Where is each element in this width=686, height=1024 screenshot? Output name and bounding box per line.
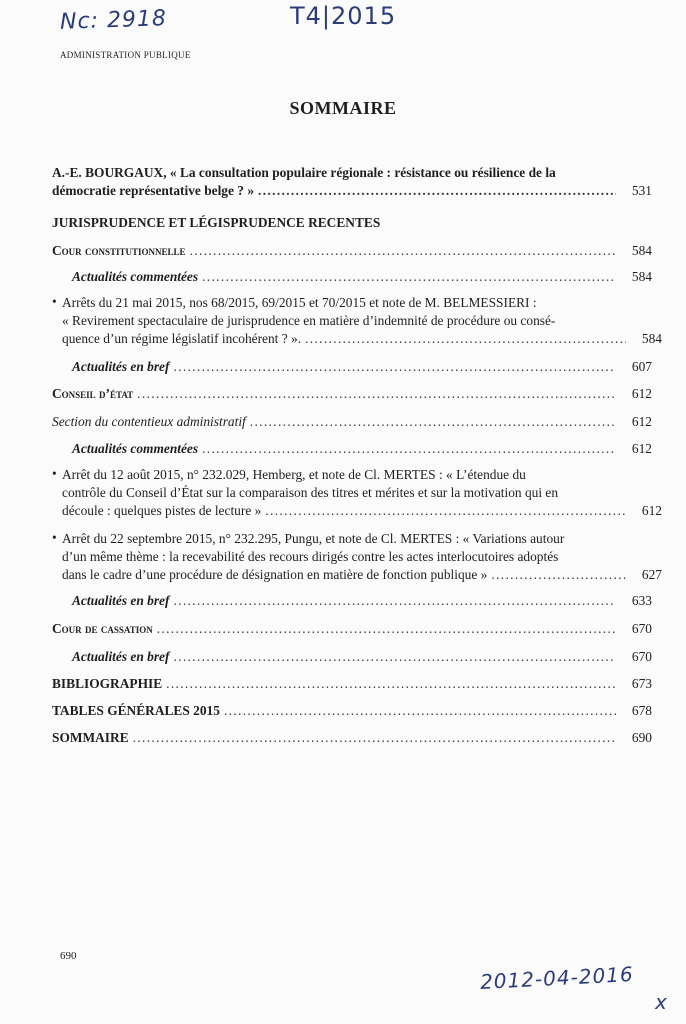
dot-leader <box>190 242 616 260</box>
running-header: ADMINISTRATION PUBLIQUE <box>60 50 191 60</box>
bullet: • <box>52 530 57 545</box>
dot-leader <box>491 566 626 584</box>
dot-leader <box>173 592 616 610</box>
dot-leader <box>250 413 616 431</box>
entry-text-line: démocratie représentative belge ? » <box>52 183 255 198</box>
entry-text-line: découle : quelques pistes de lecture » <box>62 503 262 518</box>
dot-leader <box>202 268 616 286</box>
toc-entry-arrets-21-mai[interactable] <box>52 294 662 348</box>
entry-label: Section du contentieux administratif <box>52 414 246 429</box>
toc-entry-actualites-commentees[interactable] <box>72 440 652 458</box>
entry-label: Actualités commentées <box>72 269 199 284</box>
entry-label: Actualités commentées <box>72 441 199 456</box>
dot-leader <box>137 385 616 403</box>
page-number: 673 <box>631 676 652 691</box>
page-number: 584 <box>631 243 652 258</box>
page-number: 690 <box>631 730 652 745</box>
toc-entry-cour-cassation[interactable] <box>52 620 652 638</box>
handwritten-issue-mark: T4|2015 <box>290 2 397 30</box>
entry-text-line: Arrêts du 21 mai 2015, nos 68/2015, 69/2015 et 70/2015 et note de M. BELMESSIERI : <box>62 295 537 310</box>
handwritten-corner-mark: x <box>655 990 668 1014</box>
dot-leader <box>202 440 616 458</box>
toc-entry-arret-22-septembre[interactable] <box>52 530 662 584</box>
dot-leader <box>173 358 616 376</box>
dot-leader <box>224 702 616 720</box>
toc-entry-arret-12-aout[interactable] <box>52 466 662 520</box>
dot-leader <box>133 729 616 747</box>
page-number: 584 <box>631 269 652 284</box>
entry-text-line: A.-E. BOURGAUX, « La consultation populaire régionale : résistance ou résilience de la <box>52 165 556 180</box>
entry-label: SOMMAIRE <box>52 730 129 745</box>
toc-entry-sommaire[interactable] <box>52 729 652 747</box>
toc-entry-actualites-en-bref[interactable] <box>72 358 652 376</box>
page-number: 627 <box>641 567 662 582</box>
bullet: • <box>52 294 57 309</box>
entry-label: BIBLIOGRAPHIE <box>52 676 163 691</box>
entry-text-line: Arrêt du 12 août 2015, n° 232.029, Hemberg, et note de Cl. MERTES : « L’étendue du <box>62 467 526 482</box>
dot-leader <box>173 648 616 666</box>
page-number: 633 <box>631 593 652 608</box>
toc-entry-conseil-etat[interactable] <box>52 385 652 403</box>
page-number: 670 <box>631 649 652 664</box>
section-heading: JURISPRUDENCE ET LÉGISPRUDENCE RECENTES <box>52 215 381 230</box>
page-number: 607 <box>631 359 652 374</box>
entry-text-line: d’un même thème : la recevabilité des recours dirigés contre les actes interlocutoires adoptés <box>62 549 559 564</box>
page-number: 670 <box>631 621 652 636</box>
page-number: 612 <box>631 386 652 401</box>
dot-leader <box>265 502 626 520</box>
dot-leader <box>258 182 616 200</box>
dot-leader <box>166 675 616 693</box>
dot-leader <box>157 620 616 638</box>
handwritten-reference: Nc: 2918 <box>59 6 168 35</box>
dot-leader <box>305 330 626 348</box>
toc-entry-section-contentieux[interactable] <box>52 413 652 431</box>
entry-label: Cour constitutionnelle <box>52 243 186 258</box>
entry-label: Cour de cassation <box>52 621 153 636</box>
page-number: 531 <box>631 183 652 198</box>
page-number: 678 <box>631 703 652 718</box>
toc-entry-bibliographie[interactable] <box>52 675 652 693</box>
entry-text-line: « Revirement spectaculaire de jurisprudence en matière d’indemnité de procédure ou consé- <box>62 313 556 328</box>
toc-entry-cour-constitutionnelle[interactable] <box>52 242 652 260</box>
entry-label: Actualités en bref <box>72 593 170 608</box>
toc-entry-actualites-commentees[interactable] <box>72 268 652 286</box>
entry-text-line: contrôle du Conseil d’État sur la comparaison des titres et mérites et sur la motivation qui en <box>62 485 559 500</box>
entry-text-line: Arrêt du 22 septembre 2015, n° 232.295, Pungu, et note de Cl. MERTES : « Variations autour <box>62 531 565 546</box>
page-folio: 690 <box>60 950 77 962</box>
toc-entry-actualites-en-bref[interactable] <box>72 592 652 610</box>
bullet: • <box>52 466 57 481</box>
entry-text-line: quence d’un régime législatif incohérent ? ». <box>62 331 302 346</box>
entry-label: Actualités en bref <box>72 359 170 374</box>
toc-entry-tables-generales[interactable] <box>52 702 652 720</box>
page-number: 612 <box>631 441 652 456</box>
toc-entry-bourgaux[interactable] <box>52 164 652 200</box>
entry-label: Actualités en bref <box>72 649 170 664</box>
toc-entry-actualites-en-bref[interactable] <box>72 648 652 666</box>
page-number: 612 <box>631 414 652 429</box>
page-number: 584 <box>641 331 662 346</box>
handwritten-date: 2012-04-2016 <box>479 961 635 995</box>
entry-text-line: dans le cadre d’une procédure de désignation en matière de fonction publique » <box>62 567 488 582</box>
entry-label: Conseil d’état <box>52 386 134 401</box>
page-title: SOMMAIRE <box>289 98 397 118</box>
entry-label: TABLES GÉNÉRALES 2015 <box>52 703 220 718</box>
page-number: 612 <box>641 503 662 518</box>
